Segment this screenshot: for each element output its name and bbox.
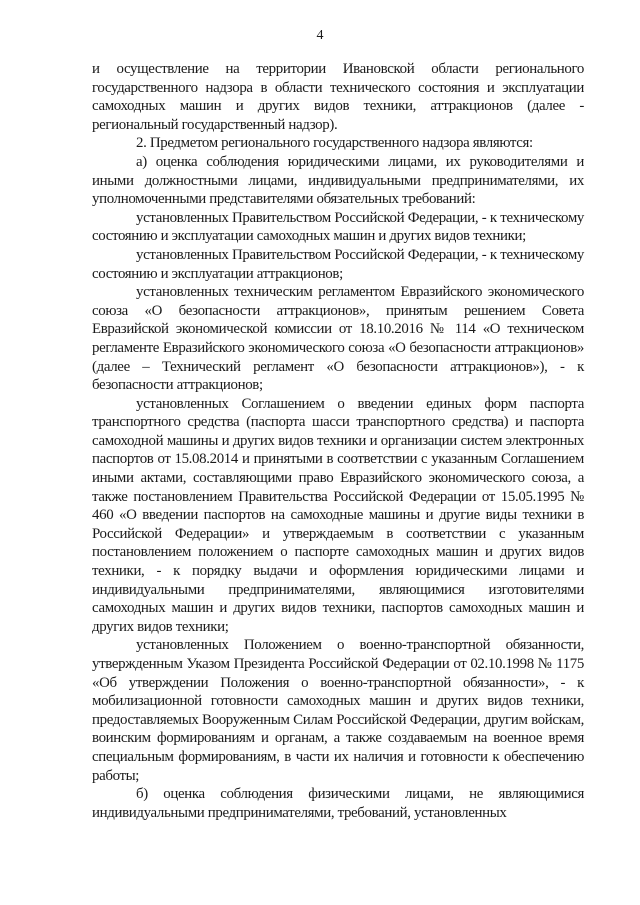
paragraph-continuation: и осуществление на территории Ивановской области регионального государственного надзора в области технического состояния и эксплуатации самоходных машин и других видов техники, аттракционов (далее - региональный государственный надзор).	[92, 61, 584, 133]
document-body	[92, 60, 584, 822]
paragraph-passport-agreement: установленных Соглашением о введении единых форм паспорта транспортного средства (паспорта шасси транспортного средства) и паспорта самоходной машины и других видов техники и организации систем электронных паспортов от 15.08.2014 и принятыми в соответствии с указанным Соглашением иными актами, составляющими право Евразийского экономического союза, а также постановлением Правительства Российской Федерации от 15.05.1995 № 460 «О введении паспортов на самоходные машины и другие виды техники в Российской Федерации» и утверждаемым в соответствии с указанным постановлением положением о паспорте самоходных машин и других видов техники, - к порядку выдачи и оформления юридическими лицами и индивидуальными предпринимателями, являющимися изготовителями самоходных машин и других видов техники, паспортов самоходных машин и других видов техники;	[92, 395, 584, 635]
paragraph-military-transport: установленных Положением о военно-транспортной обязанности, утвержденным Указом Президента Российской Федерации от 02.10.1998 № 1175 «Об утверждении Положения о военно-транспортной обязанности», - к мобилизационной готовности самоходных машин и других видов техники, предоставляемых Вооруженным Силам Российской Федерации, другим войскам, воинским формированиям и органам, а также создаваемым на военное время специальным формированиям, в части их наличия и готовности к обеспечению работы;	[92, 637, 584, 784]
paragraph-item-2: 2. Предметом регионального государственного надзора являются:	[136, 135, 533, 152]
paragraph-subitem-a: а) оценка соблюдения юридическими лицами, их руководителями и иными должностными лицами, индивидуальными предпринимателями, их уполномоченными представителями обязательных требований:	[92, 153, 584, 208]
page-number: 4	[316, 28, 324, 43]
paragraph-requirement-machines: установленных Правительством Российской Федерации, - к техническому состоянию и эксплуатации самоходных машин и других видов техники;	[92, 209, 584, 245]
paragraph-subitem-b: б) оценка соблюдения физическими лицами, не являющимися индивидуальными предпринимателями, требований, установленных	[92, 786, 584, 821]
paragraph-requirement-attractions: установленных Правительством Российской Федерации, - к техническому состоянию и эксплуатации аттракционов;	[92, 246, 584, 282]
paragraph-tech-regulation: установленных техническим регламентом Евразийского экономического союза «О безопасности аттракционов», принятым решением Совета Евразийской экономической комиссии от 18.10.2016 № 114 «О техническом регламенте Евразийского экономического союза «О безопасности аттракционов» (далее – Технический регламент «О безопасности аттракционов»), - к безопасности аттракционов;	[92, 284, 584, 394]
